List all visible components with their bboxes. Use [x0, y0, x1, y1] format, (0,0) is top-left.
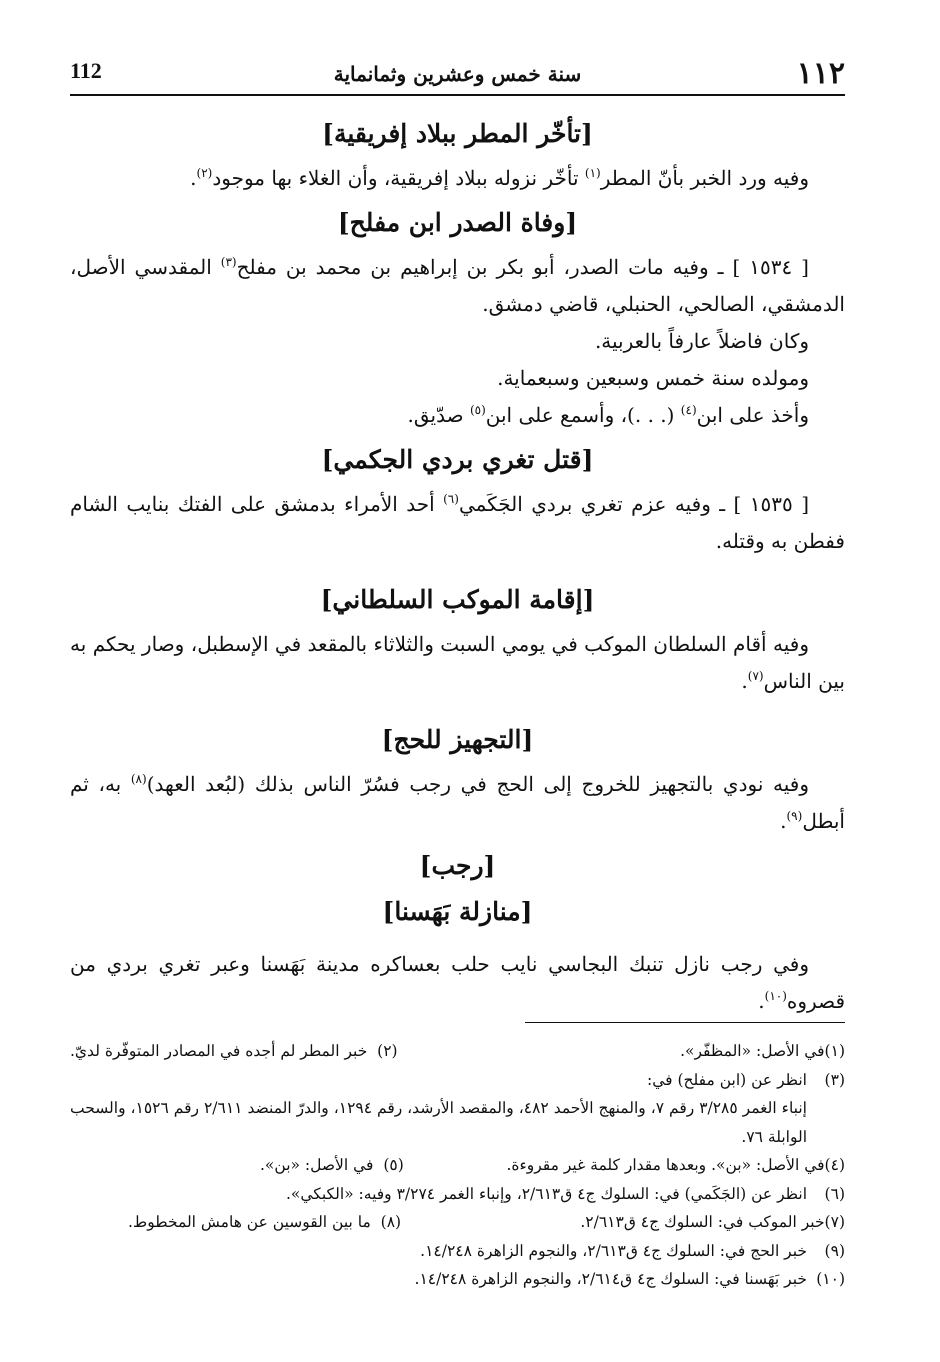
paragraph-royal-procession: وفيه أقام السلطان الموكب في يومي السبت والثلاثاء بالمقعد في الإسطبل، وصار يحكم به بين الناس$^{(٧)}$. [70, 632, 845, 693]
paragraph-ibn-muflih: [ ١٥٣٤ ] ـ وفيه مات الصدر، أبو بكر بن إبراهيم بن محمد بن مفلح$^{(٣)}$ المقدسي الأصل، الدمشقي، الصالحي، الحنبلي، قاضي دمشق. [70, 255, 845, 316]
footnotes [70, 1022, 845, 1294]
footnote-ref[interactable]: (٩) [786, 809, 803, 823]
footnote-ref[interactable]: (١) [584, 166, 601, 180]
footnote-divider [525, 1022, 845, 1023]
page-number-latin: 112 [70, 58, 102, 83]
footnote-ref[interactable]: (٦) [443, 492, 459, 506]
paragraph-late-rain: وفيه ورد الخبر بأنّ المطر$^{(١)}$ تأخّر نزوله ببلاد إفريقية، وأن الغلاء بها موجود$^{(٢)}$. [190, 166, 809, 190]
footnote-7: (٧)خبر الموكب في: السلوك ج٤ ق٢/٦١٣. [580, 1213, 845, 1231]
footnote-row [70, 1151, 845, 1180]
paragraph-scholar: وكان فاضلاً عارفاً بالعربية. [594, 329, 809, 353]
footnote-5: (٥) في الأصل: «بن». [260, 1156, 404, 1174]
section-title-bahasna: [منازلة بَهَسنا] [382, 897, 533, 926]
month-heading-rajab: [رجب] [419, 851, 496, 880]
paragraph-bahasna: وفي رجب نازل تنبك البجاسي نايب حلب بعساكره مدينة بَهَسنا وعبر تغري بردي من قصروه$^{(١٠)}$. [70, 952, 845, 1013]
footnote-4: (٤)في الأصل: «بن». وبعدها مقدار كلمة غير مقروءة. [506, 1156, 845, 1174]
footnote-10: (١٠)خبر بَهَسنا في: السلوك ج٤ ق٢/٦١٤، والنجوم الزاهرة ١٤/٢٤٨. [414, 1270, 845, 1288]
running-title: سنة خمس وعشرين وثمانماية [333, 62, 582, 86]
section-title-royal-procession: [إقامة الموكب السلطاني] [320, 585, 595, 614]
footnote-ref[interactable]: (٣) [220, 255, 237, 269]
footnote-ref[interactable]: (٧) [747, 669, 764, 683]
main-text [70, 108, 845, 1020]
section-title-late-rain: [تأخّر المطر ببلاد إفريقية] [322, 119, 593, 148]
footnote-ref[interactable]: (٢) [196, 166, 213, 180]
footnote-6: (٦)انظر عن (الجَكَمي) في: السلوك ج٤ ق٢/٦١٣، وإنباء الغمر ٣/٢٧٤ وفيه: «الكبكي». [285, 1184, 845, 1203]
footnote-8: (٨) ما بين القوسين عن هامش المخطوط. [128, 1213, 402, 1231]
section-title-taghri-birdi: [قتل تغري بردي الجكمي] [321, 445, 594, 474]
section-title-ibn-muflih: [وفاة الصدر ابن مفلح] [337, 208, 578, 237]
footnote-ref[interactable]: (٤) [680, 403, 697, 417]
footnote-row [70, 1037, 845, 1066]
footnote-1: (١)في الأصل: «المظفّر». [680, 1042, 845, 1060]
footnote-row [70, 1208, 845, 1237]
page-number-arabic: ١١٢ [796, 56, 845, 91]
footnote-ref[interactable]: (٨) [130, 772, 147, 786]
paragraph-birth: ومولده سنة خمس وسبعين وسبعماية. [497, 366, 809, 390]
page-header [70, 52, 845, 96]
section-title-hajj-preparation: [التجهيز للحج] [381, 725, 534, 754]
footnote-3: (٣)انظر عن (ابن مفلح) في: [647, 1070, 845, 1089]
footnote-9: (٩)خبر الحج في: السلوك ج٤ ق٢/٦١٣، والنجوم الزاهرة ١٤/٢٤٨. [420, 1241, 845, 1260]
paragraph-teachers: وأخذ على ابن$^{(٤)}$ (. . .)، وأسمع على ابن$^{(٥)}$ صدّيق. [407, 403, 809, 427]
footnote-2: (٢) خبر المطر لم أجده في المصادر المتوفّرة لديّ. [70, 1042, 398, 1060]
paragraph-hajj-preparation: وفيه نودي بالتجهيز للخروج إلى الحج في رجب فسُرّ الناس بذلك (لبُعد العهد)$^{(٨)}$ به، ثم أبطل$^{(٩)}$. [70, 772, 845, 833]
footnote-ref[interactable]: (٥) [469, 403, 486, 417]
footnote-3-sources: إنباء الغمر ٣/٢٨٥ رقم ٧، والمنهج الأحمد ٤٨٢، والمقصد الأرشد، رقم ١٢٩٤، والدرّ المنضد ٢/٦١١ رقم ١٥٢٦، والسحب الوابلة ٧٦. [70, 1099, 807, 1146]
footnote-ref[interactable]: (١٠) [764, 989, 787, 1003]
paragraph-taghri-birdi: [ ١٥٣٥ ] ـ وفيه عزم تغري بردي الجَكَمي$^{(٦)}$ أحد الأمراء بدمشق على الفتك بنايب الشام ففطن به وقتله. [70, 492, 845, 553]
